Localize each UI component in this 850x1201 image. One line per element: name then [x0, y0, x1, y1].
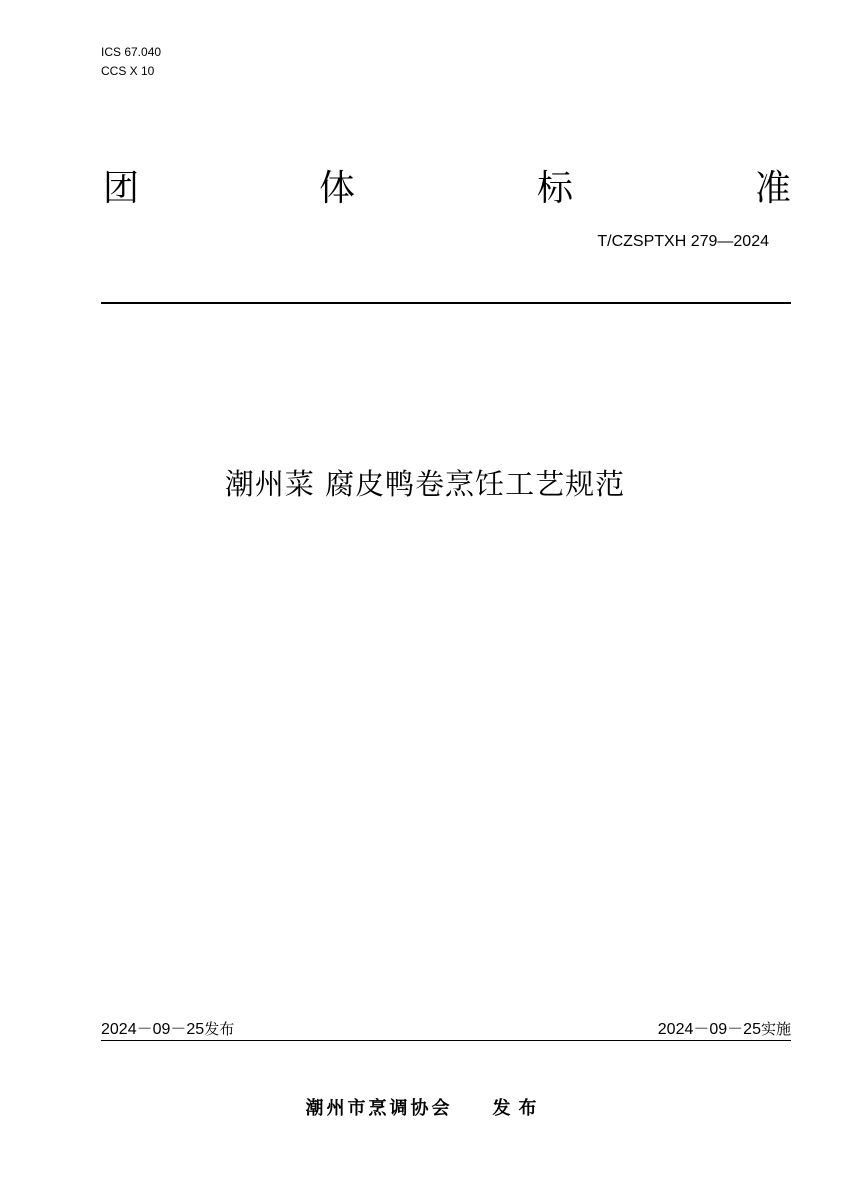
standard-type-char: 团: [103, 168, 140, 209]
document-title: 潮州菜 腐皮鸭卷烹饪工艺规范: [224, 467, 626, 501]
publisher-organization: 潮州市烹调协会: [305, 1098, 453, 1119]
date-row: [101, 1018, 791, 1042]
implement-label: 实施: [760, 1020, 791, 1038]
implement-date: 2024－09－25: [657, 1021, 761, 1038]
publish-label: 发布: [204, 1020, 235, 1038]
classification-codes: [101, 43, 161, 81]
standard-type-heading: [103, 164, 791, 214]
ccs-code: CCS X 10: [101, 64, 155, 78]
standard-type-char: 标: [537, 168, 574, 209]
publisher-line: [0, 1096, 850, 1122]
standard-type-char: 准: [755, 168, 792, 209]
standard-number: T/CZSPTXH 279—2024: [597, 233, 769, 250]
publish-date-block: [101, 1018, 234, 1041]
footer-divider: [101, 1040, 791, 1041]
publish-date: 2024－09－25: [101, 1021, 205, 1038]
ics-code: ICS 67.040: [101, 45, 162, 59]
header-divider: [101, 302, 791, 304]
publisher-action: 发布: [492, 1098, 545, 1119]
standard-type-char: 体: [319, 168, 356, 209]
implement-date-block: [658, 1018, 791, 1041]
